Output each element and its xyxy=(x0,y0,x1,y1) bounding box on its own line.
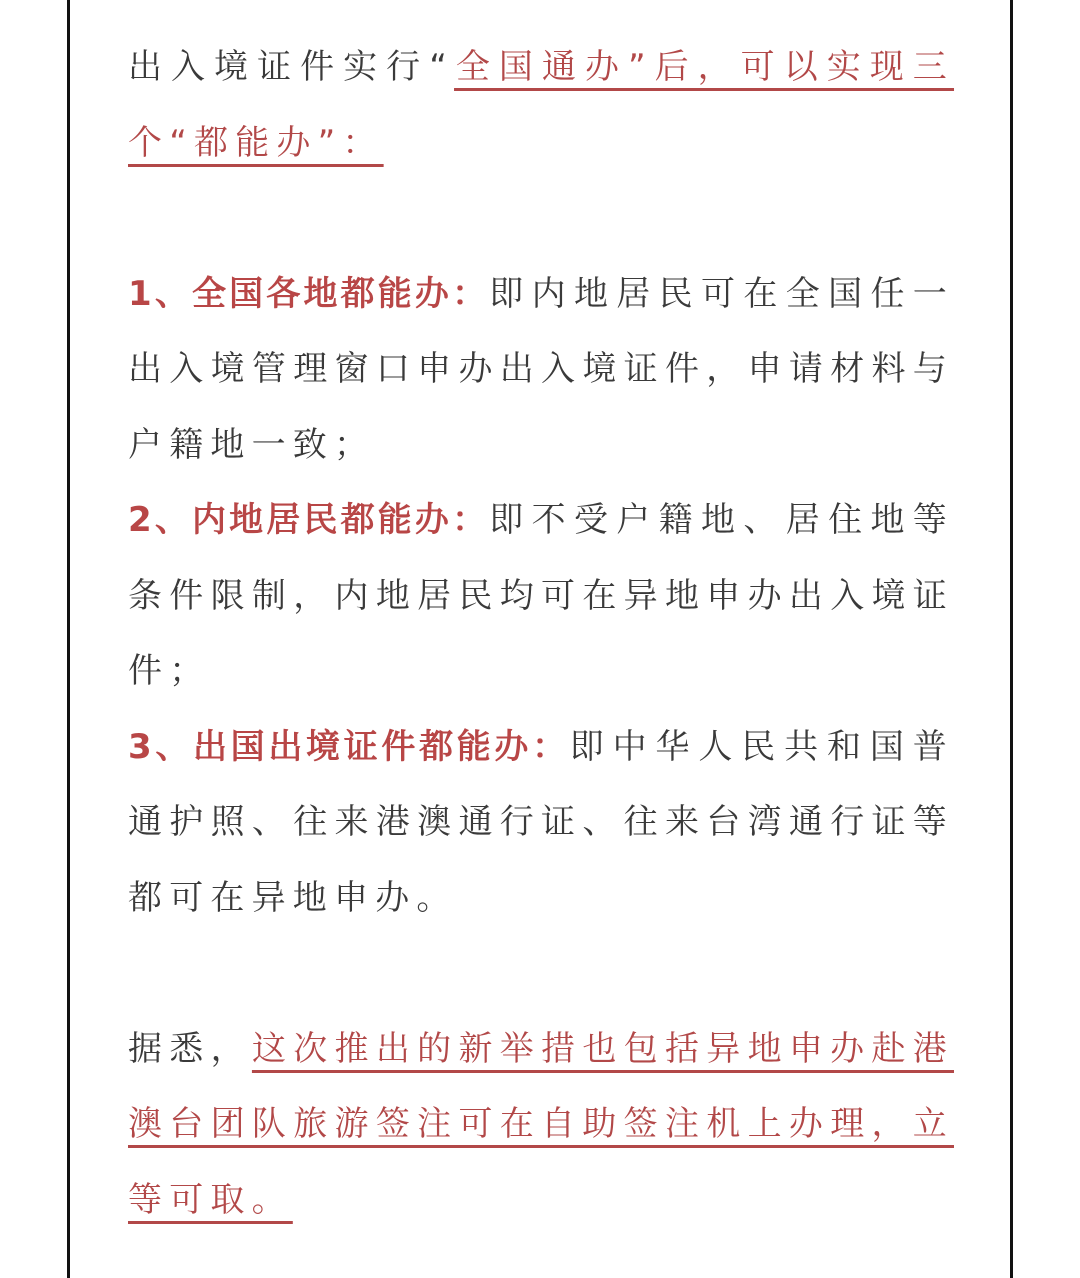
right-frame-border xyxy=(1010,0,1013,1278)
list-item-3 xyxy=(128,710,954,937)
list-item-3-body: 即中华人民共和国普通护照、往来港澳通行证、往来台湾通行证等都可在异地申办。 xyxy=(128,726,954,918)
list-item-1-heading: 1、全国各地都能办： xyxy=(128,273,490,314)
intro-highlight-text: 全国通办”后，可以实现三个“都能办”： xyxy=(128,47,955,163)
closing-paragraph xyxy=(128,1012,954,1239)
list-item-2 xyxy=(128,483,954,710)
closing-highlight-text: 这次推出的新举措也包括异地申办赴港澳台团队旅游签注可在自助签注机上办理，立等可取。 xyxy=(128,1028,954,1220)
article-body xyxy=(128,30,954,1238)
list-item-3-heading: 3、出国出境证件都能办： xyxy=(128,726,570,767)
intro-plain-text: 出入境证件实行“ xyxy=(128,47,455,87)
list-item-1-body: 即内地居民可在全国任一出入境管理窗口申办出入境证件，申请材料与户籍地一致； xyxy=(128,273,954,465)
paragraph-spacer xyxy=(128,181,954,257)
intro-paragraph xyxy=(128,30,954,181)
list-item-2-heading: 2、内地居民都能办： xyxy=(128,500,490,540)
paragraph-spacer xyxy=(128,936,954,1012)
list-item-1 xyxy=(128,257,954,484)
left-frame-border xyxy=(67,0,70,1278)
list-item-2-body: 即不受户籍地、居住地等条件限制，内地居民均可在异地申办出入境证件； xyxy=(128,500,954,691)
closing-plain-text: 据悉， xyxy=(128,1028,252,1069)
